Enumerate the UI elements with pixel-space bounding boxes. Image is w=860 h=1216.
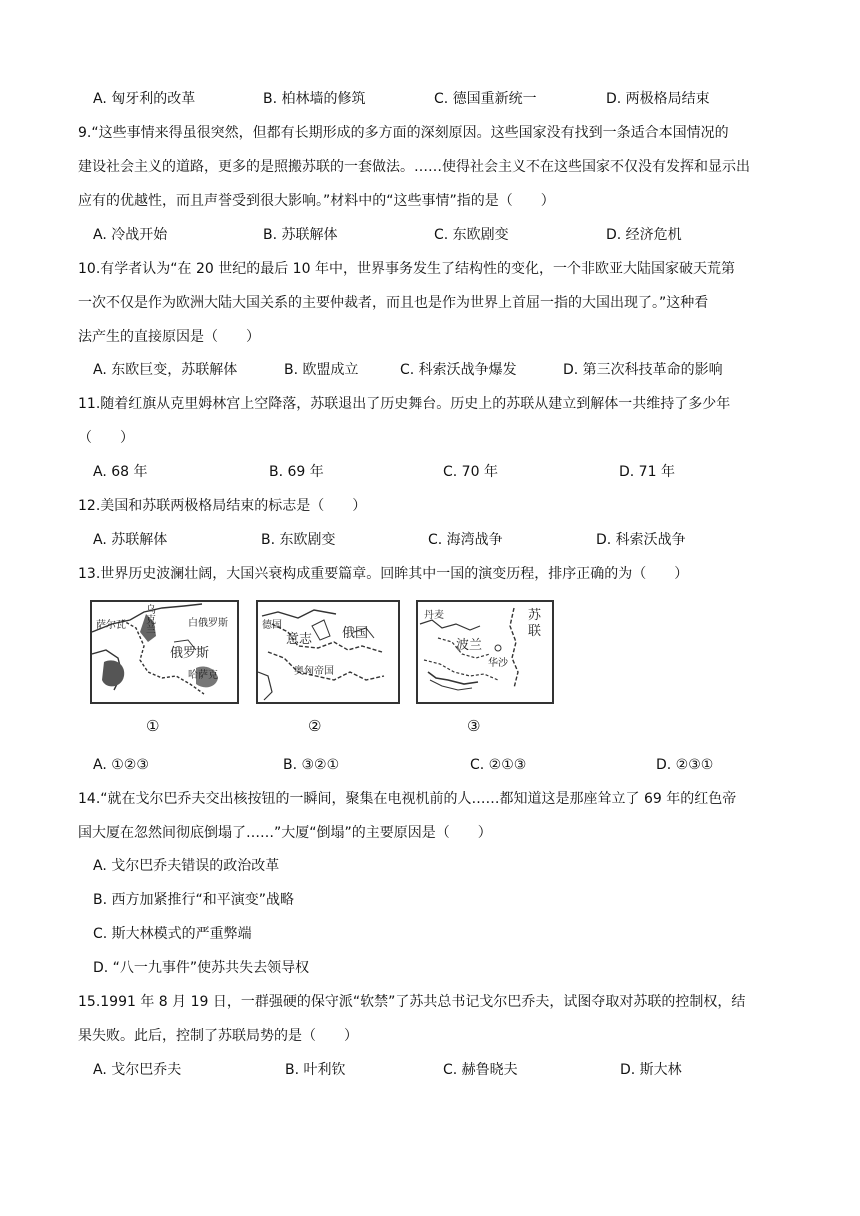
q10-stem-line-1: 10.有学者认为“在 20 世纪的最后 10 年中，世界事务发生了结构性的变化，一个非欧亚大陆国家破天荒第 xyxy=(78,261,735,277)
q14-option-b[interactable]: B. 西方加紧推行“和平演变”战略 xyxy=(93,892,295,908)
q13-option-b[interactable]: B. ③②① xyxy=(283,757,340,773)
q12-option-c[interactable]: C. 海湾战争 xyxy=(428,532,503,548)
q8-option-d[interactable]: D. 两极格局结束 xyxy=(606,91,710,107)
q15-option-a[interactable]: A. 戈尔巴乔夫 xyxy=(93,1062,182,1078)
q12-option-b[interactable]: B. 东欧剧变 xyxy=(261,532,336,548)
q13-map-3-label-2: 波兰 xyxy=(456,638,483,653)
q11-option-b[interactable]: B. 69 年 xyxy=(269,464,324,480)
q14-option-a[interactable]: A. 戈尔巴乔夫错误的政治改革 xyxy=(93,858,280,874)
q9-option-d[interactable]: D. 经济危机 xyxy=(606,227,682,243)
q10-option-b[interactable]: B. 欧盟成立 xyxy=(284,362,359,378)
q9-option-c[interactable]: C. 东欧剧变 xyxy=(434,227,509,243)
q12-option-d[interactable]: D. 科索沃战争 xyxy=(596,532,686,548)
q15-option-d[interactable]: D. 斯大林 xyxy=(620,1062,682,1078)
q10-option-a[interactable]: A. 东欧巨变，苏联解体 xyxy=(93,362,238,378)
q13-map-3-label-4: 华沙 xyxy=(488,658,508,669)
q13-map-1-label-3: 俄罗斯 xyxy=(170,646,210,661)
q13-map-2-label-2: 意志 xyxy=(286,632,313,647)
q14-option-d[interactable]: D. “八一九事件”使苏共失去领导权 xyxy=(93,960,310,976)
q13-map-2-label-1: 德国 xyxy=(262,620,282,631)
q13-option-a[interactable]: A. ①②③ xyxy=(93,757,149,773)
q9-stem-line-2: 建设社会主义的道路，更多的是照搬苏联的一套做法。……使得社会主义不在这些国家不仅没有发挥和显示出 xyxy=(78,159,750,175)
q13-map-3-number: ③ xyxy=(467,717,481,735)
q13-stem-line-1: 13.世界历史波澜壮阔，大国兴衰构成重要篇章。回眸其中一国的演变历程，排序正确的为（ ） xyxy=(78,566,689,582)
q13-map-1-number: ① xyxy=(146,717,160,735)
q15-stem-line-1: 15.1991 年 8 月 19 日，一群强硬的保守派“软禁”了苏共总书记戈尔巴乔夫，试图夺取对苏联的控制权，结 xyxy=(78,994,746,1010)
q8-option-b[interactable]: B. 柏林墙的修筑 xyxy=(263,91,366,107)
q9-option-a[interactable]: A. 冷战开始 xyxy=(93,227,168,243)
q13-option-d[interactable]: D. ②③① xyxy=(656,757,714,773)
q13-map-1-label-4: 白俄罗斯 xyxy=(188,618,228,629)
q10-stem-line-2: 一次不仅是作为欧洲大陆大国关系的主要仲裁者，而且也是作为世界上首屈一指的大国出现了。”这种看 xyxy=(78,295,709,311)
q14-option-c[interactable]: C. 斯大林模式的严重弊端 xyxy=(93,926,252,942)
q15-option-c[interactable]: C. 赫鲁晓夫 xyxy=(443,1062,518,1078)
q12-option-a[interactable]: A. 苏联解体 xyxy=(93,532,168,548)
q8-option-a[interactable]: A. 匈牙利的改革 xyxy=(93,91,196,107)
q13-map-1-label-5: 哈萨克 xyxy=(188,670,218,681)
q13-map-3 xyxy=(416,600,554,704)
q12-stem-line-1: 12.美国和苏联两极格局结束的标志是（ ） xyxy=(78,498,367,514)
q14-stem-line-2: 国大厦在忽然间彻底倒塌了……”大厦“倒塌”的主要原因是（ ） xyxy=(78,825,492,841)
q13-option-c[interactable]: C. ②①③ xyxy=(470,757,527,773)
q10-option-d[interactable]: D. 第三次科技革命的影响 xyxy=(563,362,723,378)
q15-stem-line-2: 果失败。此后，控制了苏联局势的是（ ） xyxy=(78,1028,358,1044)
q11-stem-line-1: 11.随着红旗从克里姆林宫上空降落，苏联退出了历史舞台。历史上的苏联从建立到解体一共维持了多少年 xyxy=(78,396,731,412)
q13-map-1-label-1: 萨尔瓦 xyxy=(96,620,126,631)
q11-stem-line-2: （ ） xyxy=(78,430,134,446)
q11-option-d[interactable]: D. 71 年 xyxy=(619,464,675,480)
q13-map-2-label-3: 俄国 xyxy=(342,626,369,641)
q8-option-c[interactable]: C. 德国重新统一 xyxy=(434,91,537,107)
q9-stem-line-3: 应有的优越性，而且声誉受到很大影响。”材料中的“这些事情”指的是（ ） xyxy=(78,193,555,209)
q13-map-1 xyxy=(90,600,239,704)
q13-map-2-label-4: 奥匈帝国 xyxy=(294,666,334,677)
q13-map-2-number: ② xyxy=(308,717,322,735)
q13-map-1-label-2: 乌克兰 xyxy=(146,605,156,636)
q10-stem-line-3: 法产生的直接原因是（ ） xyxy=(78,329,260,345)
q9-option-b[interactable]: B. 苏联解体 xyxy=(263,227,338,243)
q13-map-3-label-1: 丹麦 xyxy=(424,610,444,621)
q13-map-figures xyxy=(90,600,550,704)
q9-stem-line-1: 9.“这些事情来得虽很突然，但都有长期形成的多方面的深刻原因。这些国家没有找到一条适合本国情况的 xyxy=(78,125,729,141)
q11-option-c[interactable]: C. 70 年 xyxy=(443,464,498,480)
q13-map-3-label-3: 苏联 xyxy=(528,608,542,639)
q10-option-c[interactable]: C. 科索沃战争爆发 xyxy=(400,362,517,378)
q15-option-b[interactable]: B. 叶利钦 xyxy=(285,1062,346,1078)
q11-option-a[interactable]: A. 68 年 xyxy=(93,464,148,480)
q13-map-2 xyxy=(256,600,400,704)
q14-stem-line-1: 14.“就在戈尔巴乔夫交出核按钮的一瞬间，聚集在电视机前的人……都知道这是那座耸立了 69 年的红色帝 xyxy=(78,791,737,807)
